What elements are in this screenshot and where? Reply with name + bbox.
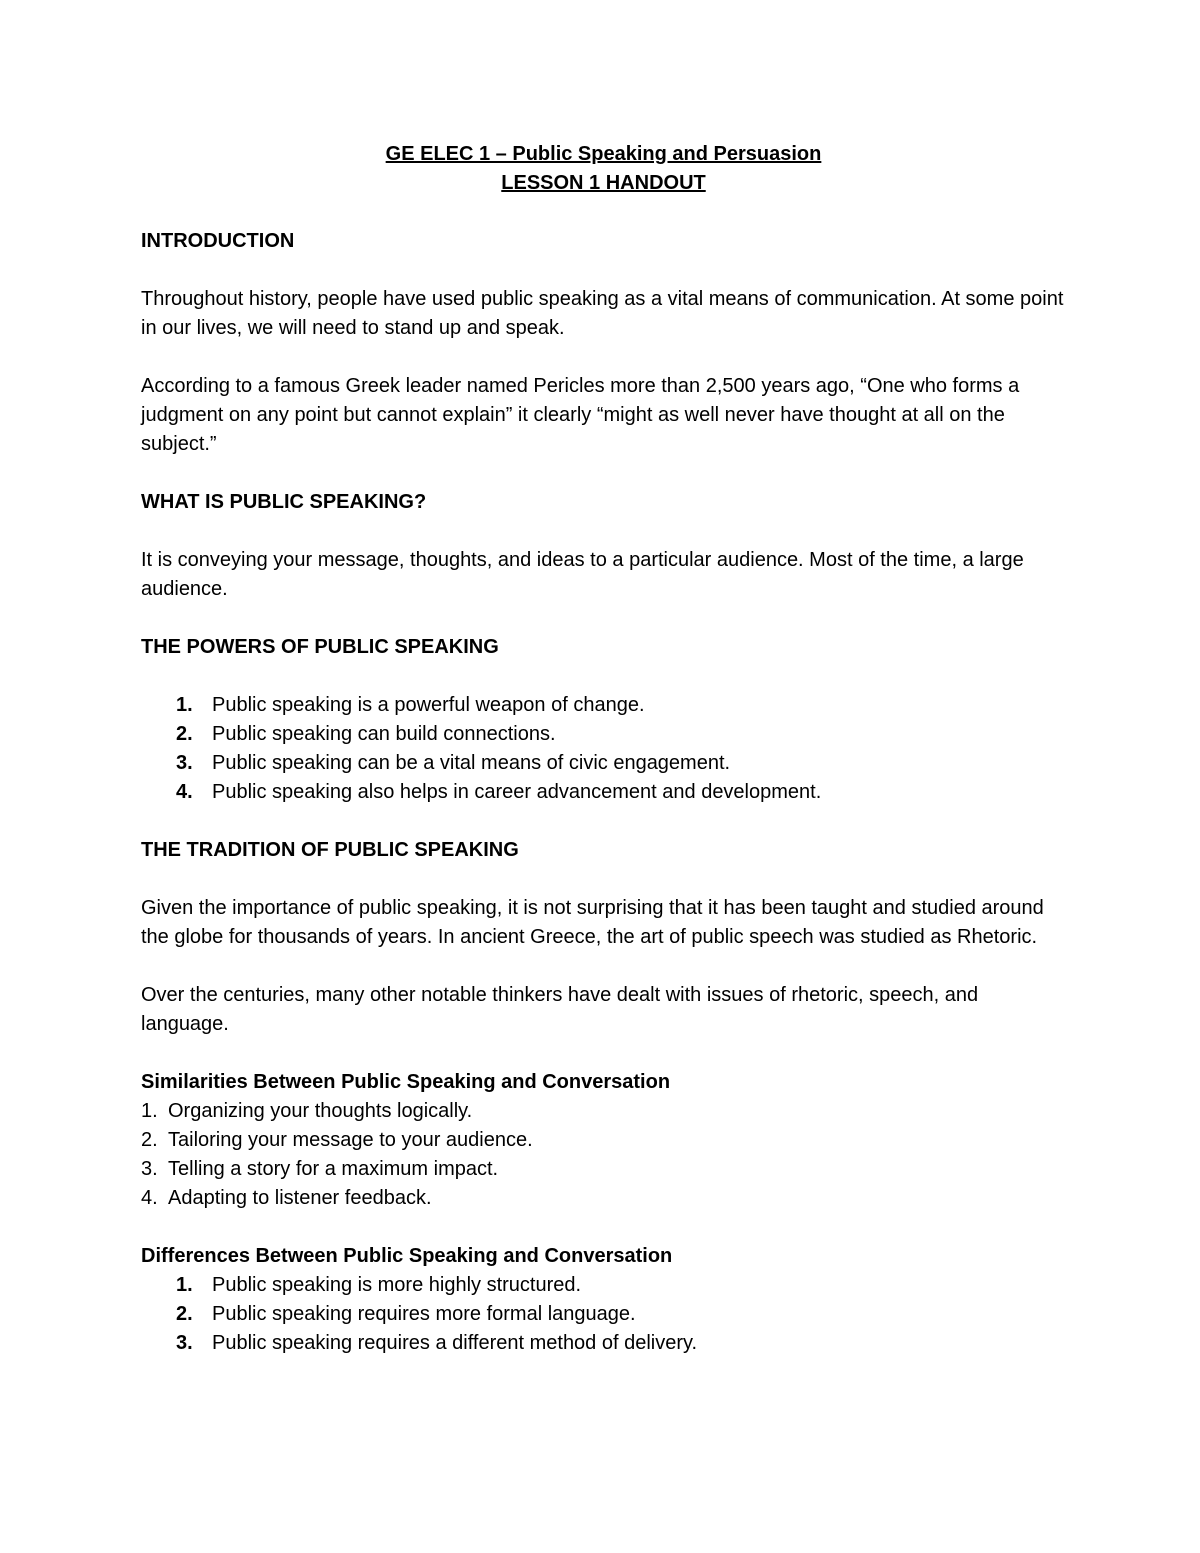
document-title — [141, 140, 1066, 198]
section-introduction — [141, 227, 1066, 459]
list-item-text: Public speaking requires a different method of delivery. — [212, 1332, 698, 1354]
list-item — [141, 1097, 1066, 1126]
introduction-paragraph-1: Throughout history, people have used public speaking as a vital means of communication. At some point in our lives, we will need to stand up and speak. — [141, 288, 1064, 339]
list-item-number: 3. — [176, 752, 193, 774]
list-item — [141, 720, 1066, 749]
list-item-text: Telling a story for a maximum impact. — [168, 1158, 499, 1180]
list-item-text: Adapting to listener feedback. — [168, 1187, 432, 1209]
list-item — [141, 1329, 1066, 1358]
document-page — [141, 140, 1066, 1358]
introduction-paragraph-2: According to a famous Greek leader named Pericles more than 2,500 years ago, “One who forms a judgment on any point but cannot explain” it clearly “might as well never have thought at all on the subject.” — [141, 375, 1020, 455]
list-item-text: Public speaking requires more formal language. — [212, 1303, 636, 1325]
list-item-number: 4. — [141, 1187, 158, 1209]
similarities-list — [141, 1097, 1066, 1213]
list-item-number: 4. — [176, 781, 193, 803]
section-similarities — [141, 1068, 1066, 1213]
similarities-heading: Similarities Between Public Speaking and Conversation — [141, 1071, 671, 1093]
lesson-title: LESSON 1 HANDOUT — [501, 172, 706, 194]
list-item-text: Public speaking is more highly structured. — [212, 1274, 582, 1296]
section-powers — [141, 633, 1066, 807]
list-item-text: Public speaking also helps in career advancement and development. — [212, 781, 822, 803]
differences-heading: Differences Between Public Speaking and Conversation — [141, 1245, 673, 1267]
list-item — [141, 1126, 1066, 1155]
what-is-paragraph: It is conveying your message, thoughts, and ideas to a particular audience. Most of the time, a large audience. — [141, 549, 1024, 600]
list-item-number: 2. — [176, 723, 193, 745]
differences-list — [141, 1271, 1066, 1358]
list-item-text: Organizing your thoughts logically. — [168, 1100, 473, 1122]
section-what-is-public-speaking — [141, 488, 1066, 604]
list-item-number: 1. — [176, 1274, 193, 1296]
list-item-text: Public speaking is a powerful weapon of change. — [212, 694, 645, 716]
list-item — [141, 691, 1066, 720]
section-differences — [141, 1242, 1066, 1358]
list-item — [141, 1155, 1066, 1184]
list-item-text: Tailoring your message to your audience. — [168, 1129, 533, 1151]
list-item-number: 3. — [141, 1158, 158, 1180]
tradition-paragraph-2: Over the centuries, many other notable thinkers have dealt with issues of rhetoric, speech, and language. — [141, 984, 979, 1035]
list-item-number: 1. — [176, 694, 193, 716]
tradition-paragraph-1: Given the importance of public speaking, it is not surprising that it has been taught and studied around the globe for thousands of years. In ancient Greece, the art of public speech was studied as Rhetoric. — [141, 897, 1044, 948]
list-item-number: 2. — [141, 1129, 158, 1151]
list-item-number: 3. — [176, 1332, 193, 1354]
list-item-text: Public speaking can build connections. — [212, 723, 556, 745]
tradition-heading: THE TRADITION OF PUBLIC SPEAKING — [141, 839, 519, 861]
list-item — [141, 1300, 1066, 1329]
powers-heading: THE POWERS OF PUBLIC SPEAKING — [141, 636, 499, 658]
list-item-number: 1. — [141, 1100, 158, 1122]
list-item — [141, 1184, 1066, 1213]
list-item — [141, 1271, 1066, 1300]
list-item — [141, 749, 1066, 778]
course-title: GE ELEC 1 – Public Speaking and Persuasion — [385, 143, 822, 165]
what-is-heading: WHAT IS PUBLIC SPEAKING? — [141, 491, 427, 513]
list-item — [141, 778, 1066, 807]
list-item-number: 2. — [176, 1303, 193, 1325]
list-item-text: Public speaking can be a vital means of civic engagement. — [212, 752, 731, 774]
powers-list — [141, 691, 1066, 807]
section-tradition — [141, 836, 1066, 1039]
introduction-heading: INTRODUCTION — [141, 230, 295, 252]
